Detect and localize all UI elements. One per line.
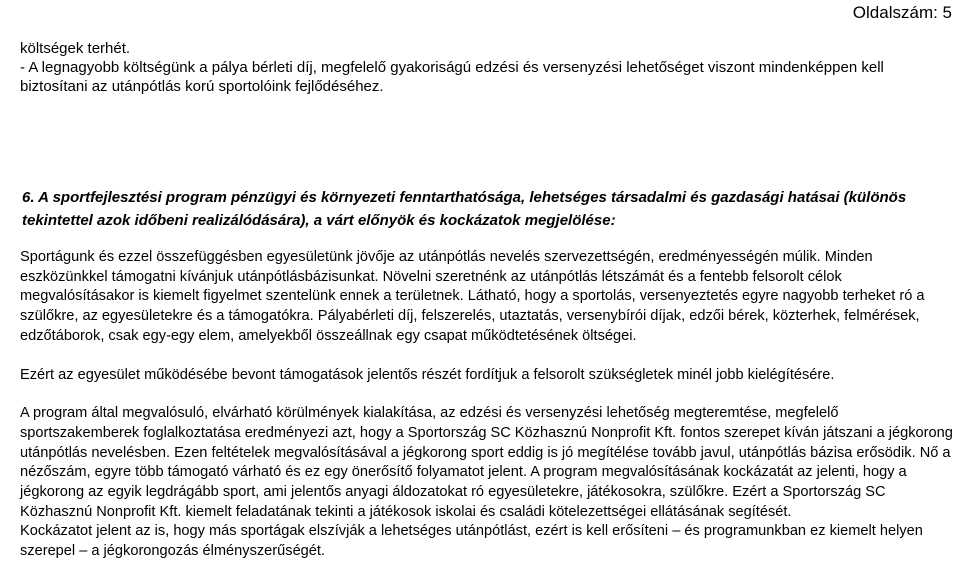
top-line-rental: - A legnagyobb költségünk a pálya bérleti díj, megfelelő gyakoriságú edzési és versenyzési lehetőséget viszont mindenképpen kell biztosítani az utánpótlás korú sportolóink fejlődéséhez. (20, 59, 884, 95)
top-line-costs: költségek terhét. (20, 40, 131, 57)
paragraph-2: Ezért az egyesület működésébe bevont támogatások jelentős részét fordítjuk a felsorolt szükségletek minél jobb kielégítésére. (20, 366, 835, 383)
paragraph-1: Sportágunk és ezzel összefüggésben egyesületünk jövője az utánpótlás nevelés szervezettségén, eredményességén múlik. Minden eszközünkkel támogatni kívánjuk utánpótlásbázisunkat. Növelni szeretnénk az utánpótlás létszámát és a fentebb felsorolt célok megvalósításakor is kiemelt figyelmet szentelünk ennek a területnek. Látható, hogy a sportolás, versenyeztetés egyre nagyobb terheket ró a szülőkre, az egyesületekre és a támogatókra. Pályabérleti díj, felszerelés, utaztatás, versenybírói díjak, edzői bérek, közterhek, felmérések, edzőtáborok, csak egy-egy elem, amelyekből összeállnak egy csapat működtetésének öltségei. (20, 249, 925, 344)
section-body (20, 248, 954, 562)
top-text-block (20, 39, 950, 96)
paragraph-4: Kockázatot jelent az is, hogy más sportágak elszívják a lehetséges utánpótlást, ezért is kell erősíteni – és programunkban ez kiemelt helyen szerepel – a jégkorongozás élményszerűségét. (20, 523, 923, 560)
section-heading: 6. A sportfejlesztési program pénzügyi és környezeti fenntarthatósága, lehetséges társadalmi és gazdasági hatásai (különös tekintettel azok időbeni realizálódására), a várt előnyök és kockázatok megjelölése: (22, 189, 907, 229)
page-number: Oldalszám: 5 (852, 3, 952, 22)
paragraph-3: A program által megvalósuló, elvárható körülmények kialakítása, az edzési és versenyzési lehetőség megteremtése, megfelelő sportszakemberek foglalkoztatása eredményezi azt, hogy a Sportország SC Közhasznú Nonprofit Kft. fontos szerepet kíván játszani a jégkorong utánpótlás nevelésben. Ezen feltételek megvalósításával a jégkorong sport eddig is jó megítélése tovább javul, utánpótlás bázisa erősödik. Nő a nézőszám, egyre több támogató várható és ez egy önerősítő folyamatot jelent. A program megvalósításának kockázatát az jelenti, hogy a jégkorong az egyik legdrágább sport, ami jelentős anyagi áldozatokat ró egyesületekre, játékosokra, szülőkre. Ezért a Sportország SC Közhasznú Nonprofit Kft. kiemelt feladatának tekinti a játékosok iskolai és családi kötelezettségei ellátásának segítését. (20, 405, 953, 520)
